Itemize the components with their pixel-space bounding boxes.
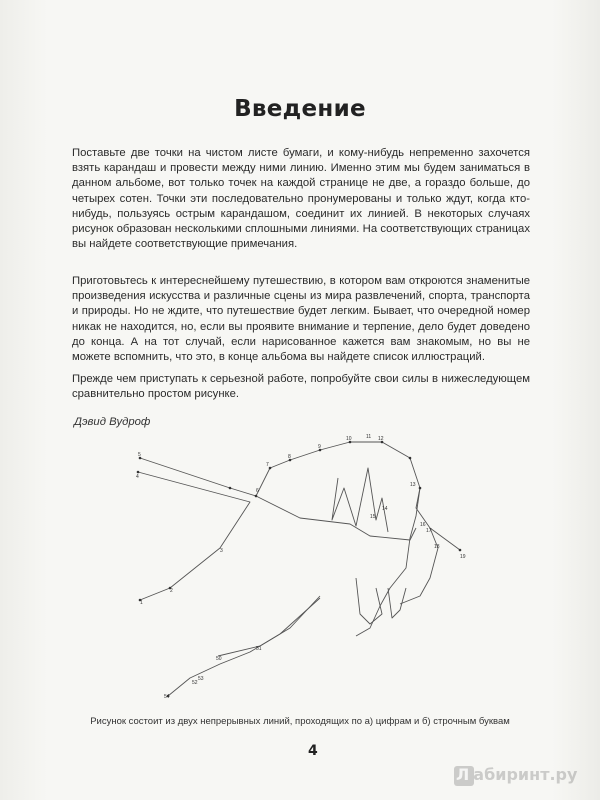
drawing-label-15: 15 bbox=[370, 514, 376, 520]
lower-branch-line bbox=[168, 596, 320, 696]
branch-lower-line bbox=[138, 472, 250, 600]
drawing-label-9: 9 bbox=[318, 444, 321, 450]
drawing-label-19: 19 bbox=[460, 554, 466, 560]
drawing-caption: Рисунок состоит из двух непрерывных линий, проходящих по а) цифрам и б) строчным буквам bbox=[90, 716, 510, 727]
drawing-label-51: 51 bbox=[256, 646, 262, 652]
intro-paragraph-2: Приготовьтесь к интереснейшему путешествию, в котором вам откроются знаменитые произведения искусства и различные сцены из мира развлечений, спорта, транспорта и природы. Но не ждите, что путешествие будет легким. Бывает, что очередной номер никак не находится, но, если вы проявите внимание и терпение, дело будет доведено до конца. А на тот случай, если нарисованное кажется вам знакомым, но вы не можете вспомнить, что это, в конце альбома вы найдете список иллюстраций. bbox=[72, 275, 530, 364]
drawing-label-6: 6 bbox=[256, 488, 259, 494]
drawing-label-2: 2 bbox=[170, 588, 173, 594]
drawing-label-54: 54 bbox=[164, 694, 170, 700]
page-number-ornament bbox=[290, 738, 330, 768]
drawing-label-5: 5 bbox=[138, 452, 141, 458]
drawing-label-16: 16 bbox=[420, 522, 426, 528]
drawing-label-1: 1 bbox=[140, 600, 143, 606]
drawing-label-4: 4 bbox=[136, 474, 139, 480]
drawing-label-18: 18 bbox=[434, 544, 440, 550]
bird-tail-line bbox=[256, 496, 416, 540]
drawing-label-3: 3 bbox=[220, 548, 223, 554]
drawing-label-52: 52 bbox=[192, 680, 198, 686]
drawing-label-10: 10 bbox=[346, 436, 352, 442]
drawing-label-53: 53 bbox=[198, 676, 204, 682]
bird-leg-left-line bbox=[356, 578, 382, 624]
drawing-label-14: 14 bbox=[382, 506, 388, 512]
intro-paragraph-1: Поставьте две точки на чистом листе бумаги, и кому-нибудь непременно захочется взять карандаш и провести между ними линию. Именно этим мы будем заниматься в данном альбоме, вот только точек на каждой странице не две, а гораздо больше, до четырех сотен. Точки эти последовательно пронумерованы и только ждут, когда кто-нибудь, пользуясь острым карандашом, соединит их линией. В некоторых случаях рисунок образован несколькими сплошными линиями. На соответствующих страницах вы найдете соответствующие примечания. bbox=[72, 147, 530, 251]
watermark-text bbox=[452, 765, 577, 784]
drawing-label-7: 7 bbox=[266, 462, 269, 468]
intro-paragraph-3: Прежде чем приступать к серьезной работе, попробуйте свои силы в нижеследующем сравнительно простом рисунке. bbox=[72, 373, 530, 401]
watermark-site: абиринт.ру bbox=[473, 765, 578, 784]
drawing-label-8: 8 bbox=[288, 454, 291, 460]
author-signature: Дэвид Вудроф bbox=[74, 416, 151, 428]
drawing-label-13: 13 bbox=[410, 482, 416, 488]
bird-breast-line bbox=[356, 488, 420, 636]
dot-to-dot-bird-drawing bbox=[120, 428, 500, 708]
drawing-label-12: 12 bbox=[378, 436, 384, 442]
drawing-label-11: 11 bbox=[366, 434, 372, 440]
page-number: 4 bbox=[308, 743, 318, 759]
lower-branch-inner-line bbox=[218, 598, 320, 656]
drawing-label-17: 17 bbox=[426, 528, 432, 534]
drawing-label-50: 50 bbox=[216, 656, 222, 662]
watermark-letter: Л bbox=[456, 765, 470, 784]
page-title: Введение bbox=[234, 96, 366, 122]
